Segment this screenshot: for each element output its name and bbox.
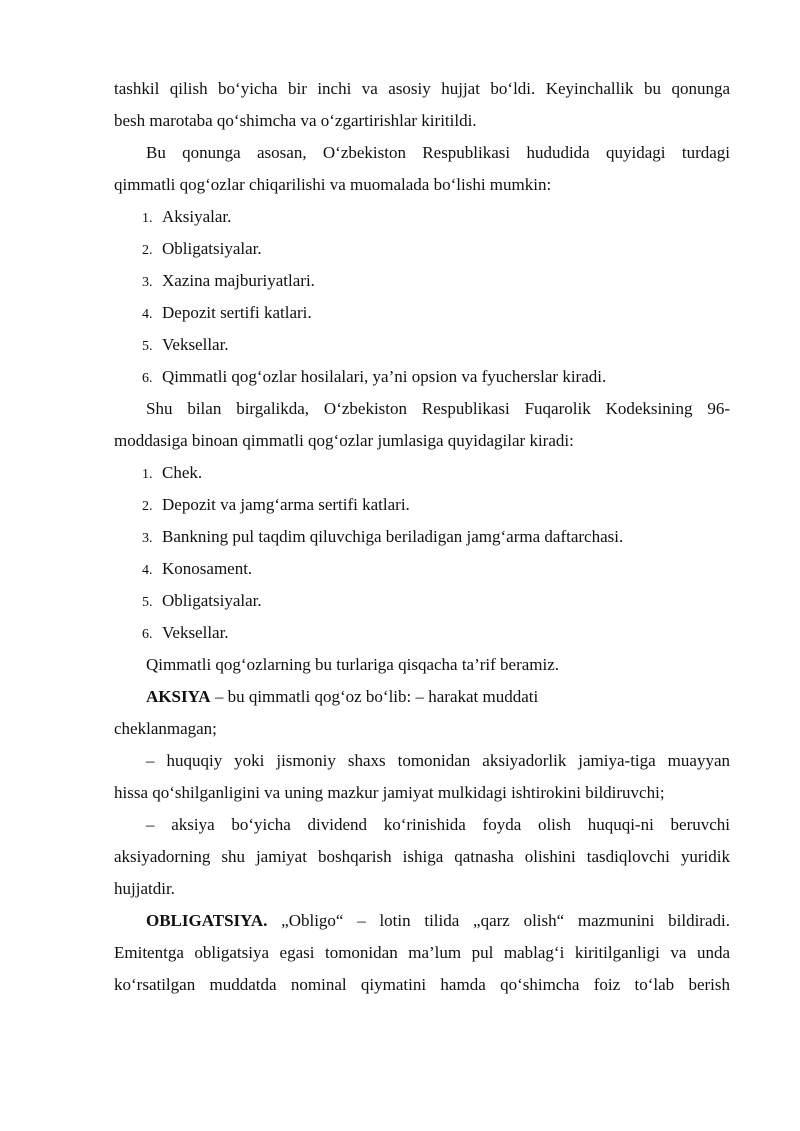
paragraph bbox=[114, 649, 730, 681]
list-number: 4. bbox=[142, 563, 153, 578]
text-line bbox=[114, 905, 730, 937]
text-line: besh marotaba qo‘shimcha va o‘zgartirishlar kiritildi. bbox=[114, 111, 477, 130]
paragraph bbox=[114, 137, 730, 201]
numbered-list bbox=[114, 201, 730, 393]
list-number: 5. bbox=[142, 595, 153, 610]
definition-text: „Obligo“ – lotin tilida „qarz olish“ mazmunini bildiradi. bbox=[267, 911, 730, 930]
list-item bbox=[114, 265, 730, 297]
text-line: – huquqiy yoki jismoniy shaxs tomonidan aksiyadorlik jamiya-tiga muayyan bbox=[146, 751, 730, 770]
paragraph bbox=[114, 745, 730, 809]
text-line: qimmatli qog‘ozlar chiqarilishi va muomalada bo‘lishi mumkin: bbox=[114, 175, 552, 194]
list-item bbox=[114, 585, 730, 617]
list-item bbox=[114, 521, 730, 553]
list-item bbox=[114, 329, 730, 361]
definition-text: – bu qimmatli qog‘oz bo‘lib: – harakat muddati bbox=[210, 687, 539, 706]
list-item bbox=[114, 489, 730, 521]
list-number: 6. bbox=[142, 627, 153, 642]
text-line: cheklanmagan; bbox=[114, 719, 217, 738]
paragraph-obligatsiya bbox=[114, 905, 730, 1001]
list-item-text: Depozit sertifi katlari. bbox=[162, 303, 312, 322]
paragraph bbox=[114, 809, 730, 905]
text-line: hissa qo‘shilganligini va uning mazkur jamiyat mulkidagi ishtirokini bildiruvchi; bbox=[114, 783, 665, 802]
list-item-text: Veksellar. bbox=[162, 623, 229, 642]
list-number: 1. bbox=[142, 467, 153, 482]
list-item-text: Aksiyalar. bbox=[162, 207, 232, 226]
list-number: 2. bbox=[142, 243, 153, 258]
list-number: 3. bbox=[142, 531, 153, 546]
paragraph bbox=[114, 73, 730, 137]
text-line: Emitentga obligatsiya egasi tomonidan ma’lum pul mablag‘i kiritilganligi va unda bbox=[114, 943, 730, 962]
text-line: hujjatdir. bbox=[114, 879, 175, 898]
text-line: moddasiga binoan qimmatli qog‘ozlar jumlasiga quyidagilar kiradi: bbox=[114, 431, 574, 450]
text-line: ko‘rsatilgan muddatda nominal qiymatini hamda qo‘shimcha foiz to‘lab berish bbox=[114, 975, 730, 994]
list-item-text: Obligatsiyalar. bbox=[162, 591, 262, 610]
text-line: Qimmatli qog‘ozlarning bu turlariga qisqacha ta’rif beramiz. bbox=[146, 655, 560, 674]
document-page bbox=[114, 73, 730, 1001]
paragraph-aksiya bbox=[114, 681, 730, 745]
list-item-text: Veksellar. bbox=[162, 335, 229, 354]
list-number: 2. bbox=[142, 499, 153, 514]
term-aksiya: AKSIYA bbox=[146, 687, 211, 706]
list-item-text: Qimmatli qog‘ozlar hosilalari, ya’ni opsion va fyucherslar kiradi. bbox=[162, 367, 607, 386]
list-item-text: Konosament. bbox=[162, 559, 253, 578]
term-obligatsiya: OBLIGATSIYA. bbox=[146, 911, 268, 930]
list-item bbox=[114, 201, 730, 233]
text-line: Bu qonunga asosan, O‘zbekiston Respublikasi hududida quyidagi turdagi bbox=[146, 143, 730, 162]
list-item-text: Depozit va jamg‘arma sertifi katlari. bbox=[162, 495, 410, 514]
list-item-text: Xazina majburiyatlari. bbox=[162, 271, 315, 290]
text-line bbox=[114, 681, 730, 713]
text-line: – aksiya bo‘yicha dividend ko‘rinishida foyda olish huquqi-ni beruvchi bbox=[146, 815, 730, 834]
list-item-text: Obligatsiyalar. bbox=[162, 239, 262, 258]
text-line: Shu bilan birgalikda, O‘zbekiston Respublikasi Fuqarolik Kodeksining 96- bbox=[146, 399, 730, 418]
list-number: 4. bbox=[142, 307, 153, 322]
text-line: tashkil qilish bo‘yicha bir inchi va asosiy hujjat bo‘ldi. Keyinchallik bu qonunga bbox=[114, 79, 730, 98]
list-number: 3. bbox=[142, 275, 153, 290]
list-item bbox=[114, 617, 730, 649]
list-number: 1. bbox=[142, 211, 153, 226]
list-item bbox=[114, 457, 730, 489]
list-item bbox=[114, 361, 730, 393]
list-number: 5. bbox=[142, 339, 153, 354]
numbered-list bbox=[114, 457, 730, 649]
list-item bbox=[114, 233, 730, 265]
paragraph bbox=[114, 393, 730, 457]
list-item-text: Bankning pul taqdim qiluvchiga beriladigan jamg‘arma daftarchasi. bbox=[162, 527, 624, 546]
list-item bbox=[114, 297, 730, 329]
text-line: aksiyadorning shu jamiyat boshqarish ishiga qatnasha olishini tasdiqlovchi yuridik bbox=[114, 847, 730, 866]
list-item bbox=[114, 553, 730, 585]
list-item-text: Chek. bbox=[162, 463, 203, 482]
list-number: 6. bbox=[142, 371, 153, 386]
